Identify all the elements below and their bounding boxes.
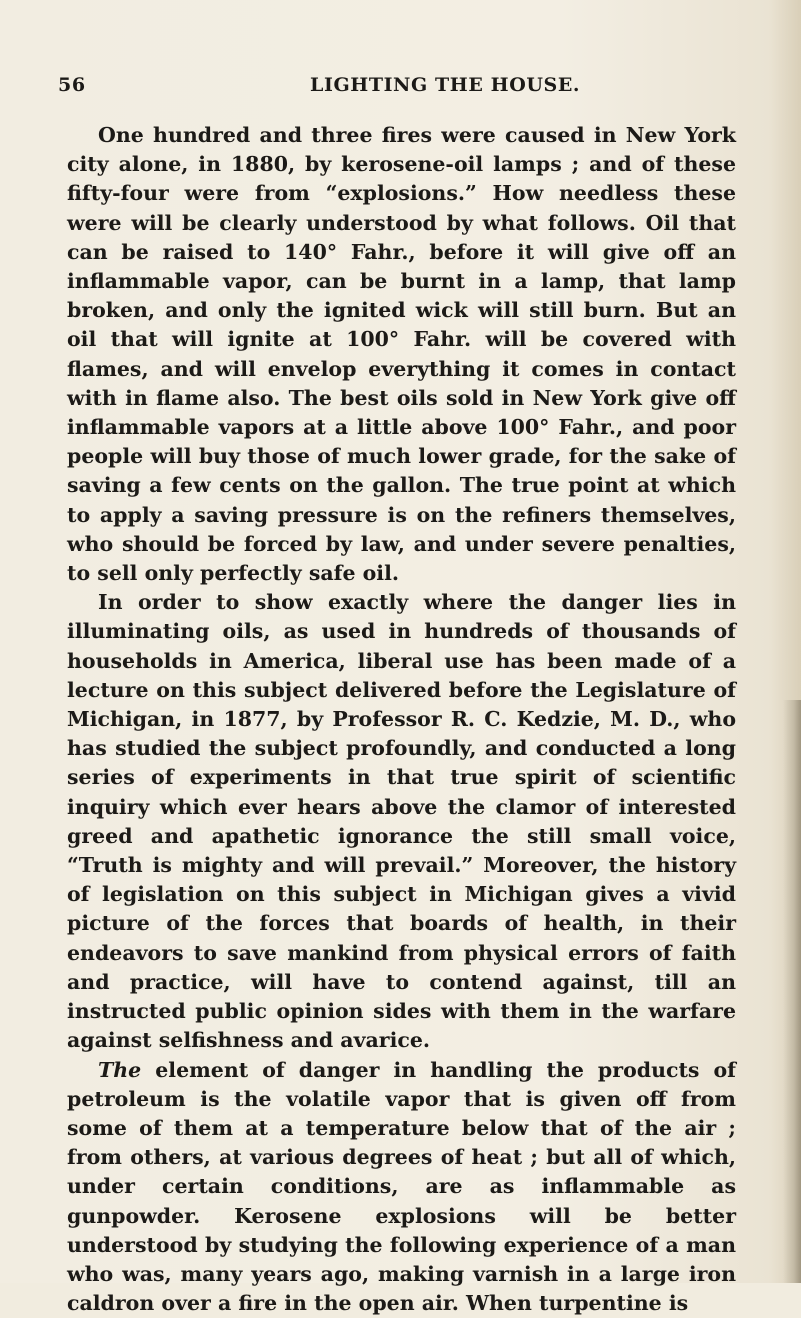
body-text: [67, 121, 736, 1318]
page-header: [58, 74, 748, 104]
page-number: 56: [58, 74, 86, 96]
paragraph-3: [67, 1056, 736, 1318]
paragraph-3-italic-word: The: [98, 1058, 141, 1082]
paragraph-1: One hundred and three fires were caused in New York city alone, in 1880, by kerosene-oil lamps ; and of these fifty-four were from “explosions.” How needless these were will be clearly understood by what follows. Oil that can be raised to 140° Fahr., before it will give off an inflammable vapor, can be burnt in a lamp, that lamp broken, and only the ignited wick will still burn. But an oil that will ignite at 100° Fahr. will be covered with flames, and will envelop everything it comes in contact with in flame also. The best oils sold in New York give off inflammable vapors at a little above 100° Fahr., and poor people will buy those of much lower grade, for the sake of saving a few cents on the gallon. The true point at which to apply a saving pressure is on the refiners themselves, who should be forced by law, and under severe penalties, to sell only perfectly safe oil.: [67, 121, 736, 588]
paragraph-2: In order to show exactly where the danger lies in illuminating oils, as used in hundreds of thousands of households in America, liberal use has been made of a lecture on this subject delivered before the Legislature of Michigan, in 1877, by Professor R. C. Kedzie, M. D., who has studied the subject profoundly, and conducted a long series of experiments in that true spirit of scientific inquiry which ever hears above the clamor of interested greed and apathetic ignorance the still small voice, “Truth is mighty and will prevail.” Moreover, the history of legislation on this subject in Michigan gives a vivid picture of the forces that boards of health, in their endeavors to save mankind from physical errors of faith and practice, will have to contend against, till an instructed public opinion sides with them in the warfare against selfishness and avarice.: [67, 588, 736, 1055]
paragraph-3-text: element of danger in handling the products of petroleum is the volatile vapor that is given off from some of them at a temperature below that of the air ; from others, at various degrees of heat ; but all of which, under certain conditions, are as inflammable as gunpowder. Kerosene explosions will be better understood by studying the following experience of a man who was, many years ago, making varnish in a large iron caldron over a fire in the open air. When turpentine is: [67, 1058, 736, 1316]
page-edge-shadow: [783, 700, 801, 1283]
running-head: LIGHTING THE HOUSE.: [310, 74, 580, 96]
